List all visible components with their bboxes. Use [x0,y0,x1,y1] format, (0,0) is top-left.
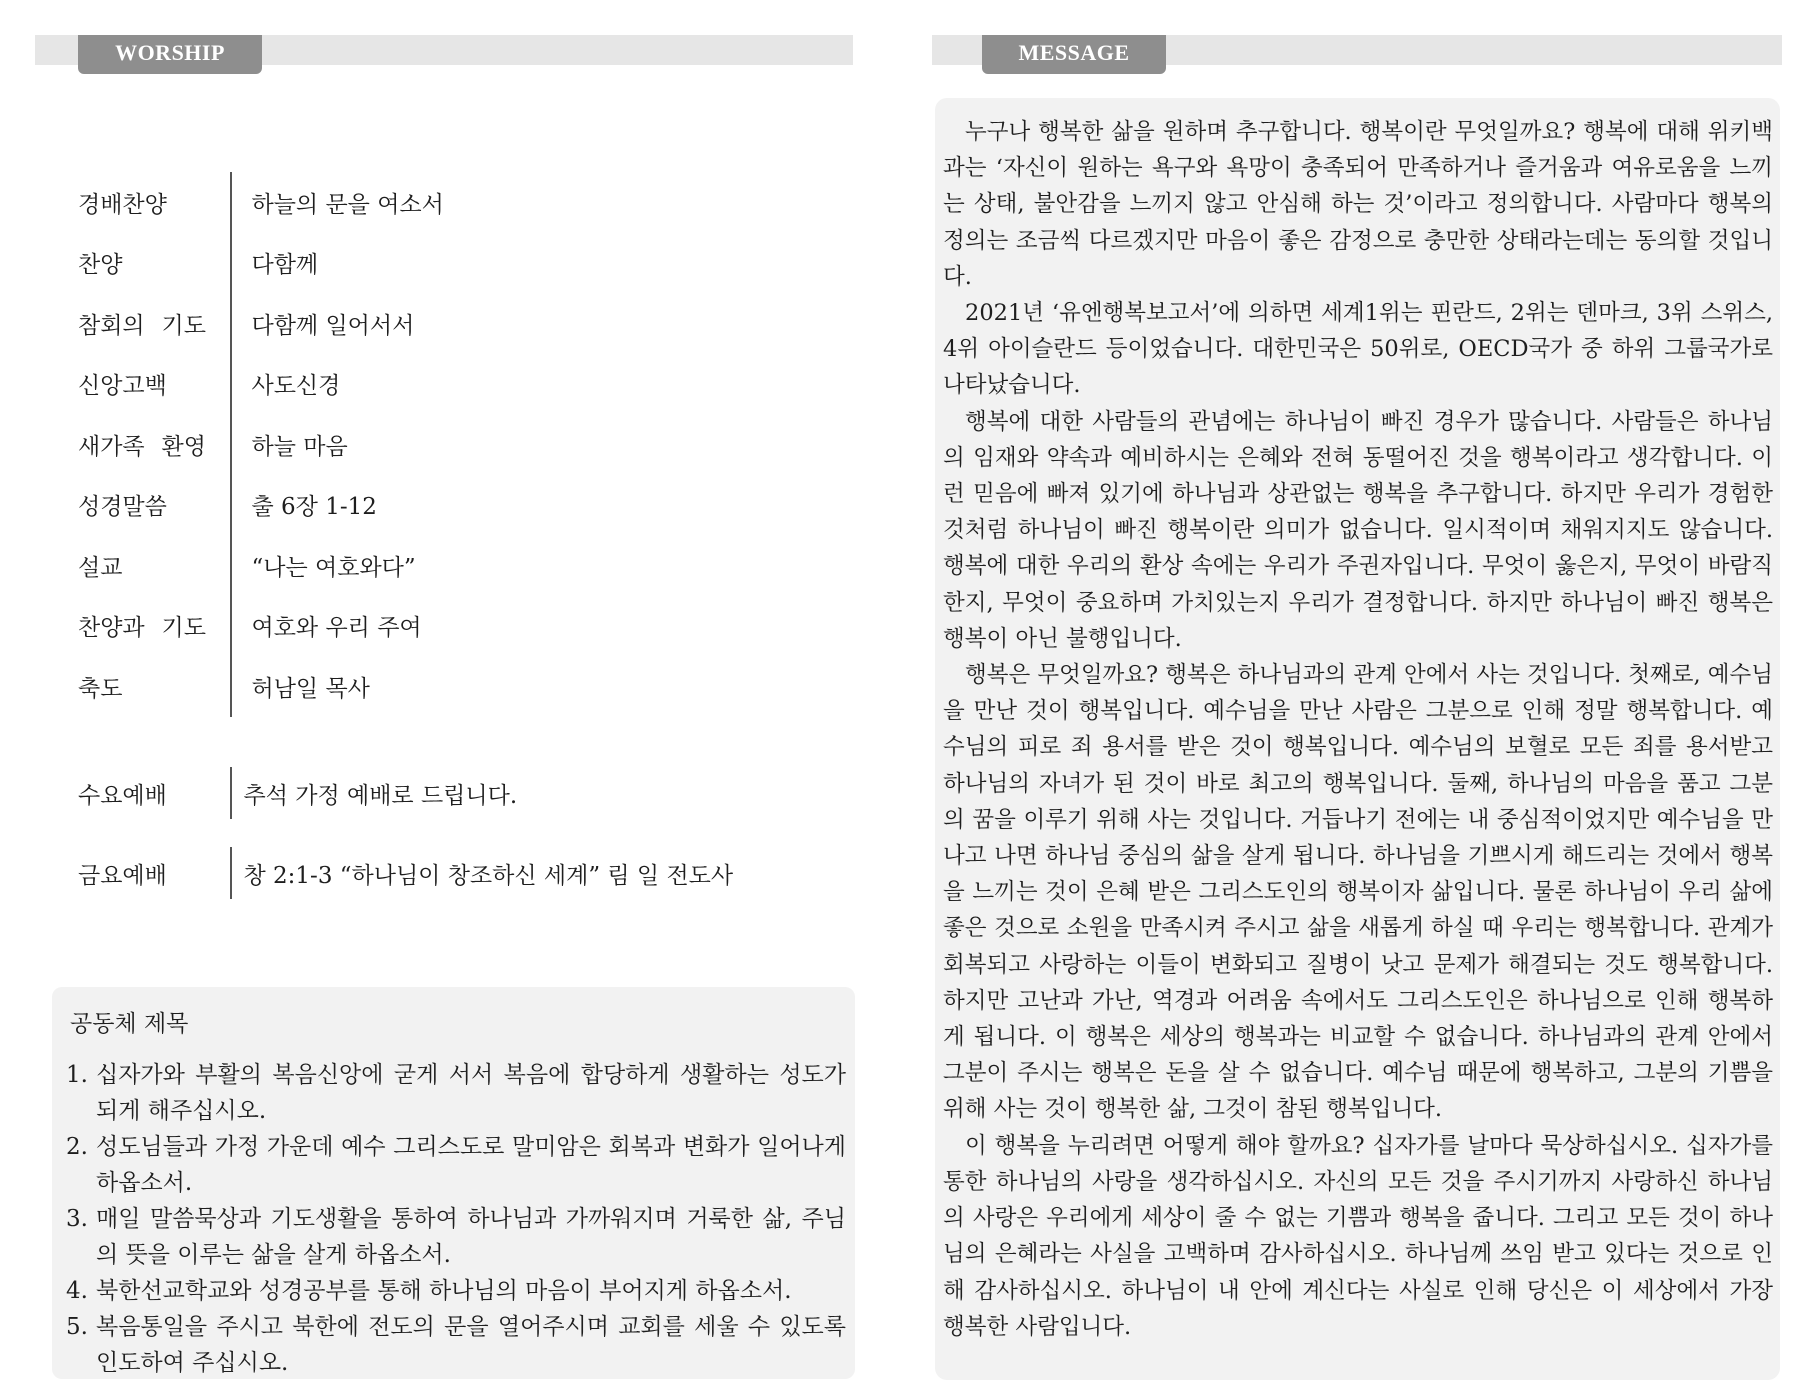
list-item [66,1201,846,1273]
worship-order-list [78,172,848,717]
worship-order-label: 참회의 기도 [78,312,206,339]
divider [230,656,232,717]
worship-order-value: 허남일 목사 [251,675,370,702]
worship-order-item [78,233,848,294]
list-item [66,1057,846,1129]
divider [230,172,232,233]
worship-order-label: 찬양 [78,252,123,279]
message-paragraph: 행복은 무엇일까요? 행복은 하나님과의 관계 안에서 사는 것입니다. 첫째로, 예수님을 만난 것이 행복입니다. 예수님을 만난 사람은 그분으로 인해 정말 행복합니다. 예수님의 피로 죄 용서를 받은 것이 행복입니다. 예수님의 보혈로 모든 죄를 용서받고 하나님의 자녀가 된 것이 바로 최고의 행복입니다. 둘째, 하나님의 마음을 품고 그분의 꿈을 이루기 위해 사는 것입니다. 거듭나기 전에는 내 중심적이었지만 예수님을 만나고 나면 하나님 중심의 삶을 살게 됩니다. 하나님을 기쁘시게 해드리는 것에서 행복을 느끼는 것이 은혜 받은 그리스도인의 행복이자 삶입니다. 물론 하나님이 우리 삶에 좋은 것으로 소원을 만족시켜 주시고 삶을 새롭게 하실 때 우리는 행복합니다. 관계가 회복되고 사랑하는 이들이 변화되고 질병이 낫고 문제가 해결되는 것도 행복합니다. 하지만 고난과 가난, 역경과 어려움 속에서도 그리스도인은 하나님으로 인해 행복하게 됩니다. 이 행복은 세상의 행복과는 비교할 수 없습니다. 하나님과의 관계 안에서 그분이 주시는 행복은 돈을 살 수 없습니다. 예수님 때문에 행복하고, 그분의 기쁨을 위해 사는 것이 행복한 삶, 그것이 참된 행복입니다. [943,662,1773,1123]
worship-order-item [78,414,848,475]
divider [230,233,232,294]
friday-label: 금요예배 [78,862,167,889]
worship-order-item [78,354,848,415]
worship-order-item [78,656,848,717]
friday-value: 창 2:1-3 “하나님이 창조하신 세계” 림 일 전도사 [243,862,734,889]
worship-order-value: 여호와 우리 주여 [251,615,422,642]
divider [230,414,232,475]
worship-order-value: 하늘 마음 [251,433,348,460]
wednesday-service [78,765,848,821]
list-number: 5. [66,1314,88,1340]
message-body [943,114,1773,1345]
message-paragraph: 이 행복을 누리려면 어떻게 해야 할까요? 십자가를 날마다 묵상하십시오. 십자가를 통한 하나님의 사랑을 생각하십시오. 자신의 모든 것을 주시기까지 사랑하신 하나님의 사랑은 우리에게 세상이 줄 수 없는 기쁨과 행복을 줍니다. 그리고 모든 것이 하나님의 은혜라는 사실을 고백하며 감사하십시오. 하나님께 쓰임 받고 있다는 것으로 인해 감사하십시오. 하나님이 내 안에 계신다는 사실로 인해 당신은 이 세상에서 가장 행복한 사람입니다. [943,1132,1773,1340]
worship-order-label: 축도 [78,675,123,702]
divider [230,767,232,819]
list-text: 십자가와 부활의 복음신앙에 굳게 서서 복음에 합당하게 생활하는 성도가 되게 해주십시오. [96,1062,846,1124]
worship-order-item [78,293,848,354]
worship-order-label: 경배찬양 [78,191,167,218]
worship-order-value: 다함께 일어서서 [251,312,415,339]
worship-order-value: 다함께 [251,252,319,279]
worship-order-label: 신앙고백 [78,373,167,400]
worship-order-value: 출 6장 1-12 [251,494,377,521]
worship-order-item [78,475,848,536]
worship-order-value: 하늘의 문을 여소서 [251,191,444,218]
list-text: 복음통일을 주시고 북한에 전도의 문을 열어주시며 교회를 세울 수 있도록 인도하여 주십시오. [96,1314,846,1376]
message-paragraph: 행복에 대한 사람들의 관념에는 하나님이 빠진 경우가 많습니다. 사람들은 하나님의 임재와 약속과 예비하시는 은혜와 전혀 동떨어진 것을 행복이라고 생각합니다. 이런 믿음에 빠져 있기에 하나님과 상관없는 행복을 추구합니다. 하지만 우리가 경험한 것처럼 하나님이 빠진 행복이란 의미가 없습니다. 일시적이며 채워지지도 않습니다. 행복에 대한 우리의 환상 속에는 우리가 주권자입니다. 무엇이 옳은지, 무엇이 바람직한지, 무엇이 중요하며 가치있는지 우리가 결정합니다. 하지만 하나님이 빠진 행복은 행복이 아닌 불행입니다. [943,408,1773,652]
list-item [66,1309,846,1381]
worship-tab: WORSHIP [78,35,262,74]
friday-service [78,845,848,901]
divider [230,847,232,899]
message-paragraph: 누구나 행복한 삶을 원하며 추구합니다. 행복이란 무엇일까요? 행복에 대해 위키백과는 ‘자신이 원하는 욕구와 욕망이 충족되어 만족하거나 즐거움과 여유로움을 느끼는 상태, 불안감을 느끼지 않고 안심해 하는 것’이라고 정의합니다. 사람마다 행복의 정의는 조금씩 다르겠지만 마음이 좋은 감정으로 충만한 상태라는데는 동의할 것입니다. [943,119,1773,290]
message-box [935,98,1780,1380]
worship-order-label: 설교 [78,554,123,581]
worship-order-label: 성경말씀 [78,494,167,521]
list-number: 4. [66,1278,88,1304]
message-paragraph: 2021년 ‘유엔행복보고서’에 의하면 세계1위는 핀란드, 2위는 덴마크, 3위 스위스, 4위 아이슬란드 등이었습니다. 대한민국은 50위로, OECD국가 중 하위 그룹국가로 나타났습니다. [943,300,1773,399]
divider [230,475,232,536]
message-tab: MESSAGE [982,35,1166,74]
worship-order-value: “나는 여호와다” [251,554,416,581]
worship-order-label: 찬양과 기도 [78,615,206,642]
prayer-list [66,1057,846,1381]
wednesday-label: 수요예배 [78,782,167,809]
worship-order-item [78,172,848,233]
list-text: 매일 말씀묵상과 기도생활을 통하여 하나님과 가까워지며 거룩한 삶, 주님의 뜻을 이루는 삶을 살게 하옵소서. [96,1206,846,1268]
list-number: 2. [66,1134,88,1160]
list-number: 3. [66,1206,88,1232]
wednesday-value: 추석 가정 예배로 드립니다. [243,782,518,809]
worship-order-item [78,596,848,657]
list-item [66,1273,846,1309]
divider [230,535,232,596]
list-item [66,1129,846,1201]
divider [230,596,232,657]
list-number: 1. [66,1062,88,1088]
prayer-requests-box [52,987,855,1379]
worship-order-item [78,535,848,596]
worship-order-value: 사도신경 [251,373,341,400]
worship-order-label: 새가족 환영 [78,433,206,460]
divider [230,293,232,354]
prayer-title: 공동체 제목 [70,1011,189,1037]
list-text: 성도님들과 가정 가운데 예수 그리스도로 말미암은 회복과 변화가 일어나게 하옵소서. [96,1134,846,1196]
list-text: 북한선교학교와 성경공부를 통해 하나님의 마음이 부어지게 하옵소서. [96,1278,792,1304]
divider [230,354,232,415]
